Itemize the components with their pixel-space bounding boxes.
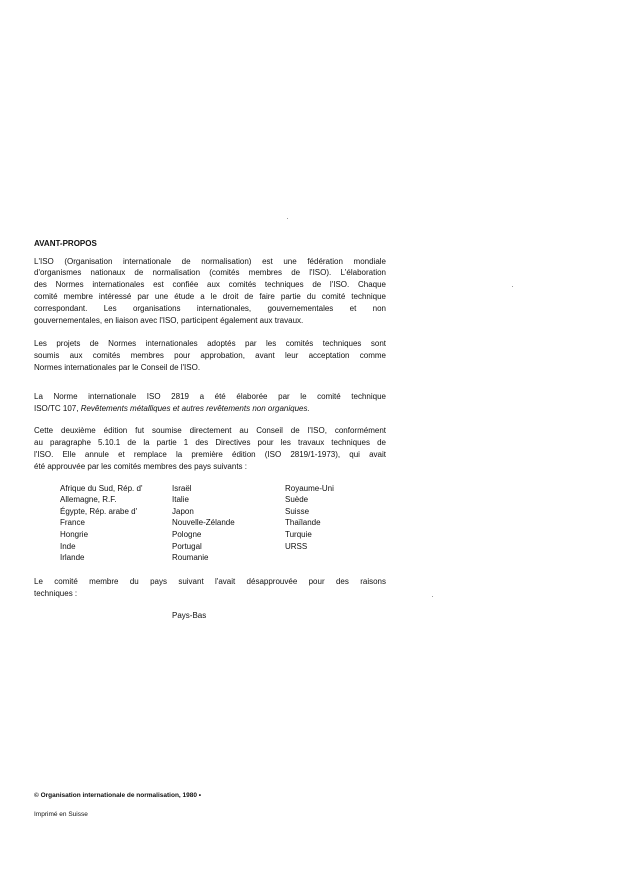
scan-speck [432,596,433,597]
country-item: Royaume-Uni [285,484,334,493]
country-item: Afrique du Sud, Rép. d' [60,484,143,493]
paragraph-line: Le comité membre du pays suivant l'avait désapprouvée pour des raisons [34,577,386,586]
committee-title: Revêtements métalliques et autres revêtements non organiques. [80,404,310,413]
country-item: Irlande [60,553,85,562]
paragraph-line: comité membre intéressé par une étude a le droit de faire partie du comité technique [34,292,386,301]
copyright-notice: © Organisation internationale de normalisation, 1980 • [34,792,202,799]
country-item: Hongrie [60,530,89,539]
country-item: Suède [285,495,309,504]
scan-speck [287,218,288,219]
country-item: Allemagne, R.F. [60,495,117,504]
country-item: France [60,518,85,527]
country-item: Pologne [172,530,202,539]
paragraph-line: correspondant. Les organisations internationales, gouvernementales et non [34,304,386,313]
country-item: Turquie [285,530,312,539]
country-item: URSS [285,542,308,551]
paragraph-line: d'organismes nationaux de normalisation (comités membres de l'ISO). L'élaboration [34,268,386,277]
committee-prefix: ISO/TC 107, [34,404,81,413]
paragraph-line: été approuvée par les comités membres des pays suivants : [34,462,247,471]
country-item: Thaïlande [285,518,321,527]
country-item: Italie [172,495,189,504]
paragraph-line: l'ISO. Elle annule et remplace la première édition (ISO 2819/1-1973), qui avait [34,450,386,459]
committee-line [34,404,386,414]
scan-speck [512,286,513,287]
disapproving-country: Pays-Bas [172,611,207,620]
country-item: Portugal [172,542,202,551]
paragraph-line: La Norme internationale ISO 2819 a été élaborée par le comité technique [34,392,386,401]
paragraph-line: Normes internationales par le Conseil de l'ISO. [34,363,201,372]
paragraph-line: techniques : [34,589,78,598]
country-item: Suisse [285,507,310,516]
section-title: AVANT-PROPOS [34,239,97,248]
country-item: Égypte, Rép. arabe d' [60,507,138,516]
paragraph-line: Les projets de Normes internationales adoptés par les comités techniques sont [34,339,386,348]
country-item: Israël [172,484,192,493]
paragraph-line: des Normes internationales est confiée aux comités techniques de l'ISO. Chaque [34,280,386,289]
paragraph-line: gouvernementales, en liaison avec l'ISO, participent également aux travaux. [34,316,304,325]
paragraph-line: L'ISO (Organisation internationale de normalisation) est une fédération mondiale [34,257,386,266]
paragraph-line: au paragraphe 5.10.1 de la partie 1 des Directives pour les travaux techniques de [34,438,386,447]
country-item: Roumanie [172,553,209,562]
paragraph-line: Cette deuxième édition fut soumise directement au Conseil de l'ISO, conformément [34,426,386,435]
country-item: Inde [60,542,76,551]
country-item: Nouvelle-Zélande [172,518,235,527]
country-item: Japon [172,507,194,516]
paragraph-line: soumis aux comités membres pour approbation, avant leur acceptation comme [34,351,386,360]
printed-in: Imprimé en Suisse [34,811,88,818]
